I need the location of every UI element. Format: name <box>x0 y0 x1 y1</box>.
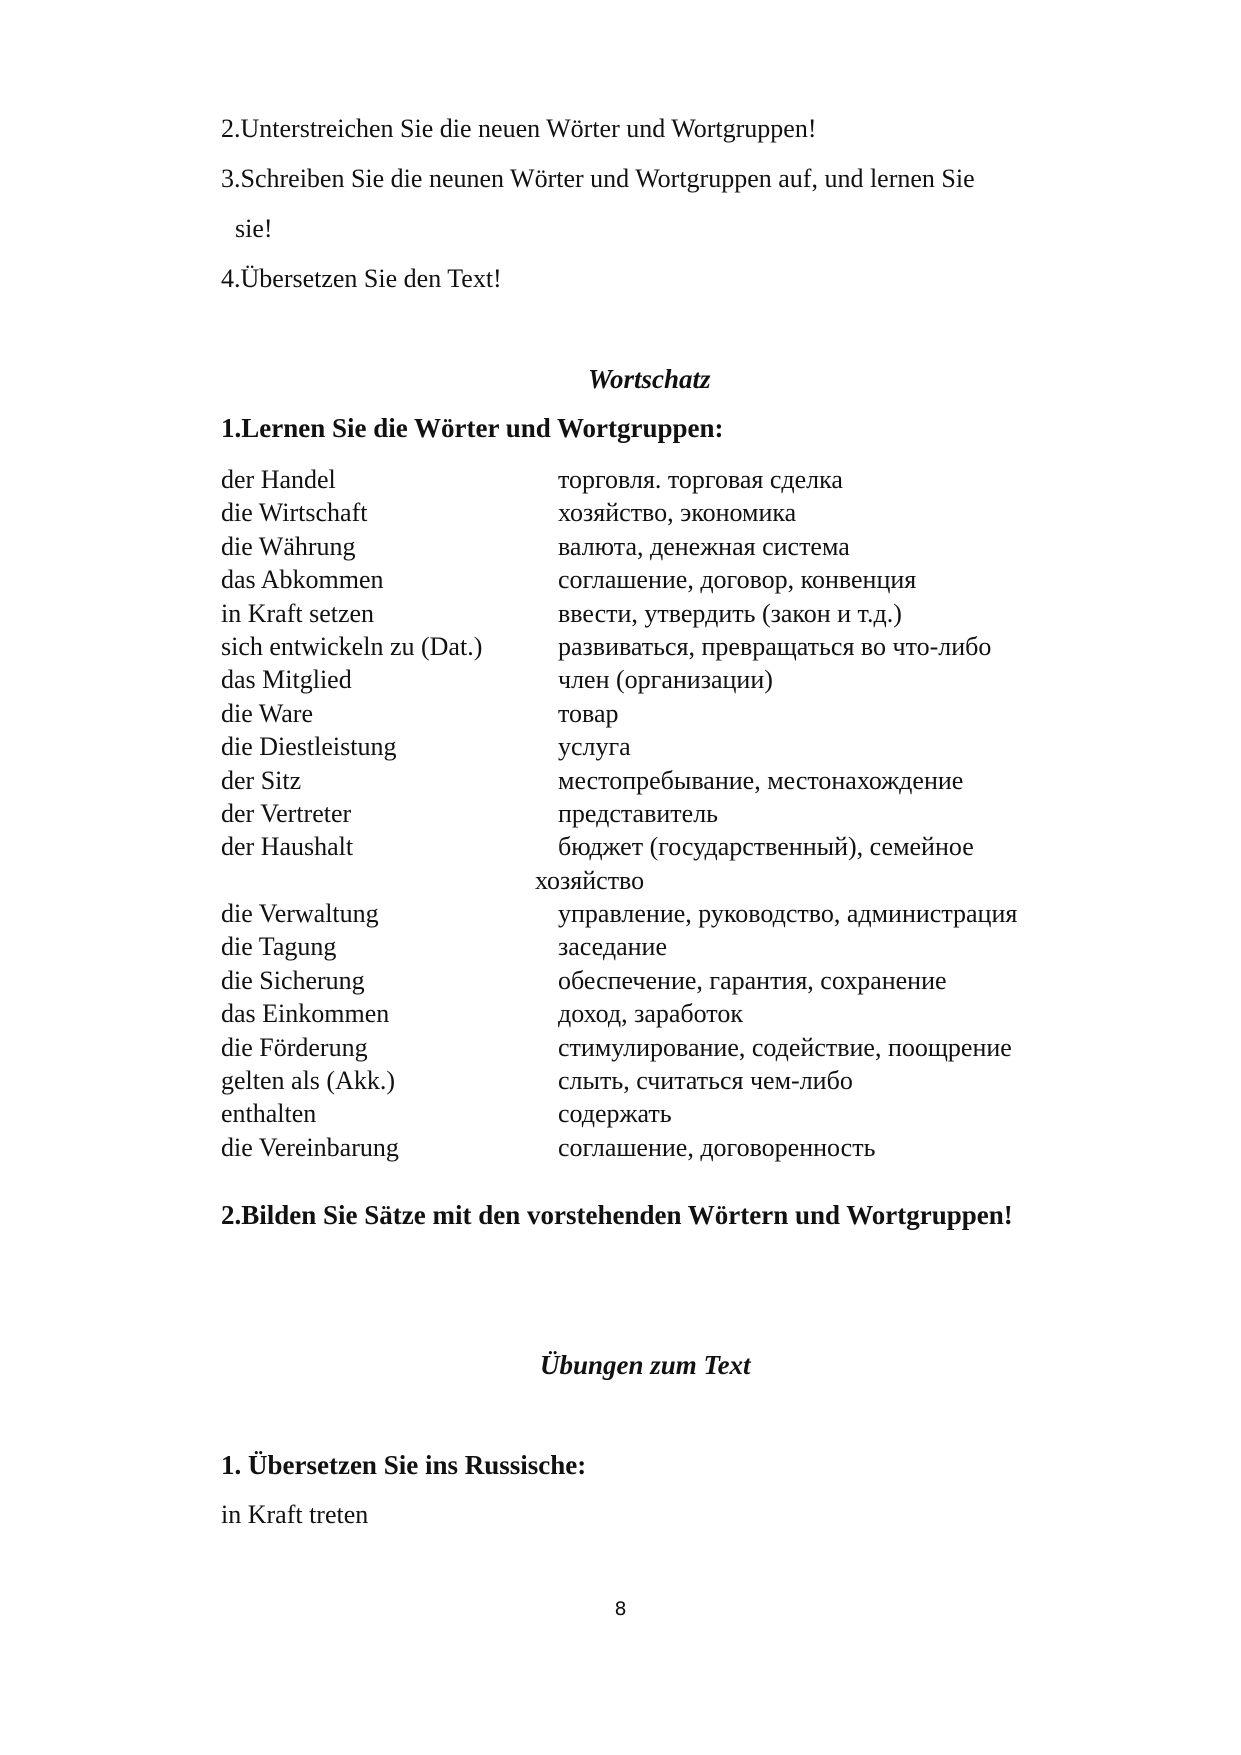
vocab-list <box>221 463 1121 1164</box>
vocab-de: die Wirtschaft <box>221 498 368 528</box>
vocab-row <box>221 563 1121 596</box>
vocab-de: die Diestleistung <box>221 732 397 762</box>
vocab-de: enthalten <box>221 1099 317 1129</box>
vocab-row <box>221 797 1121 830</box>
wortschatz-title: Wortschatz <box>588 364 711 394</box>
vocab-row <box>221 730 1121 763</box>
vocab-row <box>221 496 1121 529</box>
vocab-ru: слыть, считаться чем-либо <box>558 1066 853 1096</box>
vocab-de: der Sitz <box>221 765 302 795</box>
vocab-row <box>221 830 1121 863</box>
vocab-ru: валюта, денежная система <box>558 531 850 561</box>
vocab-ru: содержать <box>558 1099 672 1129</box>
vocab-ru: хозяйство, экономика <box>558 498 797 528</box>
vocab-row <box>221 930 1121 963</box>
uebersetzen-heading: 1. Übersetzen Sie ins Russische: <box>221 1450 587 1480</box>
vocab-row-cont <box>221 864 1121 897</box>
vocab-ru: бюджет (государственный), семейное <box>558 832 974 862</box>
vocab-ru: услуга <box>558 732 631 762</box>
vocab-de: die Sicherung <box>221 965 365 995</box>
vocab-ru: ввести, утвердить (закон и т.д.) <box>558 598 902 628</box>
vocab-ru: заседание <box>558 932 668 962</box>
vocab-de: der Handel <box>221 465 336 494</box>
vocab-ru-cont: хозяйство <box>535 865 645 895</box>
vocab-ru: соглашение, договор, конвенция <box>558 565 917 595</box>
vocab-row <box>221 597 1121 630</box>
vocab-row <box>221 997 1121 1030</box>
vocab-de: die Vereinbarung <box>221 1132 399 1162</box>
vocab-de: das Abkommen <box>221 565 384 595</box>
vocab-row <box>221 964 1121 997</box>
vocab-de: das Einkommen <box>221 999 390 1029</box>
vocab-de: das Mitglied <box>221 665 352 695</box>
vocab-row <box>221 897 1121 930</box>
vocab-ru: стимулирование, содействие, поощрение <box>558 1032 1012 1062</box>
vocab-de: in Kraft setzen <box>221 598 375 628</box>
vocab-de: die Förderung <box>221 1032 368 1062</box>
vocab-de: die Währung <box>221 531 356 561</box>
vocab-row <box>221 663 1121 696</box>
vocab-de: gelten als (Akk.) <box>221 1066 396 1096</box>
vocab-de: die Ware <box>221 698 313 728</box>
task2-heading: 2.Bilden Sie Sätze mit den vorstehenden Wörtern und Wortgruppen! <box>221 1200 1013 1230</box>
task-4-text: 4.Übersetzen Sie den Text! <box>221 264 502 293</box>
vocab-ru: развиваться, превращаться во что-либо <box>558 631 992 661</box>
vocab-row <box>221 697 1121 730</box>
vocab-row <box>221 530 1121 563</box>
task-3-text-cont: sie! <box>235 214 273 243</box>
vocab-row <box>221 1131 1121 1164</box>
vocab-ru: местопребывание, местонахождение <box>558 765 964 795</box>
vocab-de: die Verwaltung <box>221 899 379 929</box>
uebersetzen-item: in Kraft treten <box>221 1500 369 1529</box>
vocab-ru: обеспечение, гарантия, сохранение <box>558 965 947 995</box>
vocab-row <box>221 764 1121 797</box>
vocab-ru: товар <box>558 698 619 728</box>
vocab-row <box>221 630 1121 663</box>
vocab-ru: представитель <box>558 798 719 828</box>
vocab-de: der Haushalt <box>221 832 354 862</box>
vocab-ru: доход, заработок <box>558 999 743 1029</box>
vocab-row <box>221 1064 1121 1097</box>
vocab-de: sich entwickeln zu (Dat.) <box>221 631 483 661</box>
vocab-heading: 1.Lernen Sie die Wörter und Wortgruppen: <box>221 413 724 443</box>
vocab-row <box>221 1097 1121 1130</box>
vocab-ru: соглашение, договоренность <box>558 1132 876 1162</box>
task-2-text: 2.Unterstreichen Sie die neuen Wörter und Wortgruppen! <box>221 114 817 143</box>
vocab-de: die Tagung <box>221 932 337 962</box>
uebungen-title: Übungen zum Text <box>540 1350 751 1380</box>
vocab-row <box>221 1031 1121 1064</box>
vocab-de: der Vertreter <box>221 798 352 828</box>
vocab-ru: торговля. торговая сделка <box>558 465 843 494</box>
vocab-row <box>221 463 1121 496</box>
page-number: 8 <box>614 1598 627 1620</box>
vocab-ru: член (организации) <box>558 665 773 695</box>
task-3-text: 3.Schreiben Sie die neunen Wörter und Wortgruppen auf, und lernen Sie <box>221 164 975 193</box>
vocab-ru: управление, руководство, администрация <box>558 899 1018 929</box>
